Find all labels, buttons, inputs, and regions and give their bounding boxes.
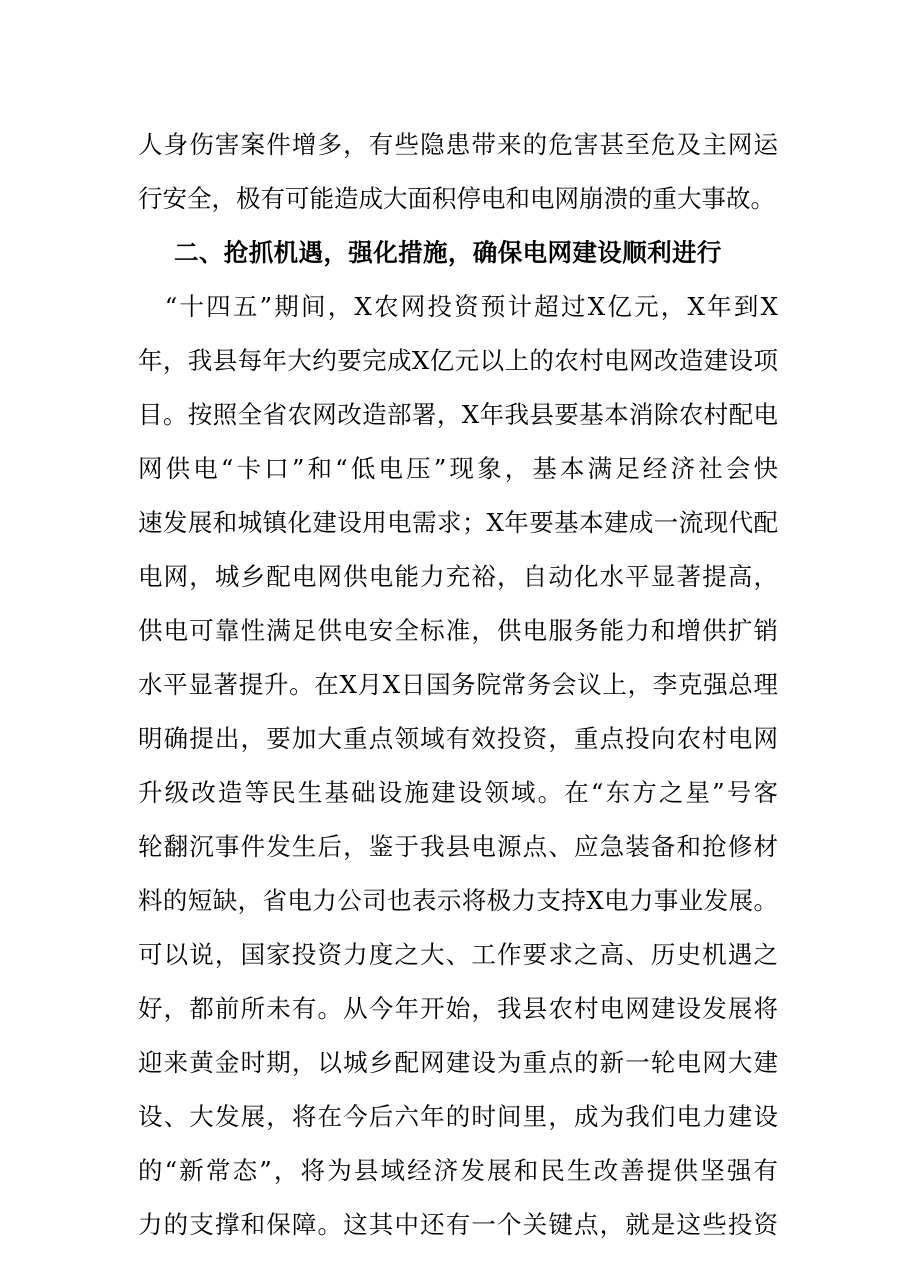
paragraph-line: 人身伤害案件增多，有些隐患带来的危害甚至危及主网运 [138,130,778,159]
paragraph-line: 设、大发展，将在今后六年的时间里，成为我们电力建设 [138,1102,778,1131]
paragraph-continuation [138,118,778,226]
paragraph-line: 网供电“卡口”和“低电压”现象，基本满足经济社会快 [138,454,778,483]
paragraph-line: “十四五”期间，X农网投资预计超过X亿元，X年到X [138,292,778,321]
paragraph-line: 供电可靠性满足供电安全标准，供电服务能力和增供扩销 [138,616,778,645]
paragraph-line: 行安全，极有可能造成大面积停电和电网崩溃的重大事故。 [138,184,775,213]
paragraph-line: 力的支撑和保障。这其中还有一个关键点，就是这些投资 [138,1210,778,1239]
paragraph-line: 迎来黄金时期，以城乡配网建设为重点的新一轮电网大建 [138,1048,778,1077]
paragraph-line: 年，我县每年大约要完成X亿元以上的农村电网改造建设项 [138,346,778,375]
paragraph-line: 电网，城乡配电网供电能力充裕，自动化水平显著提高， [138,562,778,591]
paragraph-line: 目。按照全省农网改造部署，X年我县要基本消除农村配电 [138,400,778,429]
paragraph-line: 水平显著提升。在X月X日国务院常务会议上，李克强总理 [138,670,778,699]
paragraph-line: 的“新常态”，将为县域经济发展和民生改善提供坚强有 [138,1156,778,1185]
paragraph-line: 轮翻沉事件发生后，鉴于我县电源点、应急装备和抢修材 [138,832,778,861]
paragraph-line: 升级改造等民生基础设施建设领域。在“东方之星”号客 [138,778,778,807]
paragraph-line: 料的短缺，省电力公司也表示将极力支持X电力事业发展。 [138,886,778,915]
paragraph-line: 好，都前所未有。从今年开始，我县农村电网建设发展将 [138,994,778,1023]
paragraph-line: 明确提出，要加大重点领域有效投资，重点投向农村电网 [138,724,778,753]
section-heading: 二、抢抓机遇，强化措施，确保电网建设顺利进行 [174,238,722,267]
paragraph-line: 速发展和城镇化建设用电需求；X年要基本建成一流现代配 [138,508,778,537]
paragraph-line: 可以说，国家投资力度之大、工作要求之高、历史机遇之 [138,940,778,969]
paragraph-body [138,280,778,1252]
